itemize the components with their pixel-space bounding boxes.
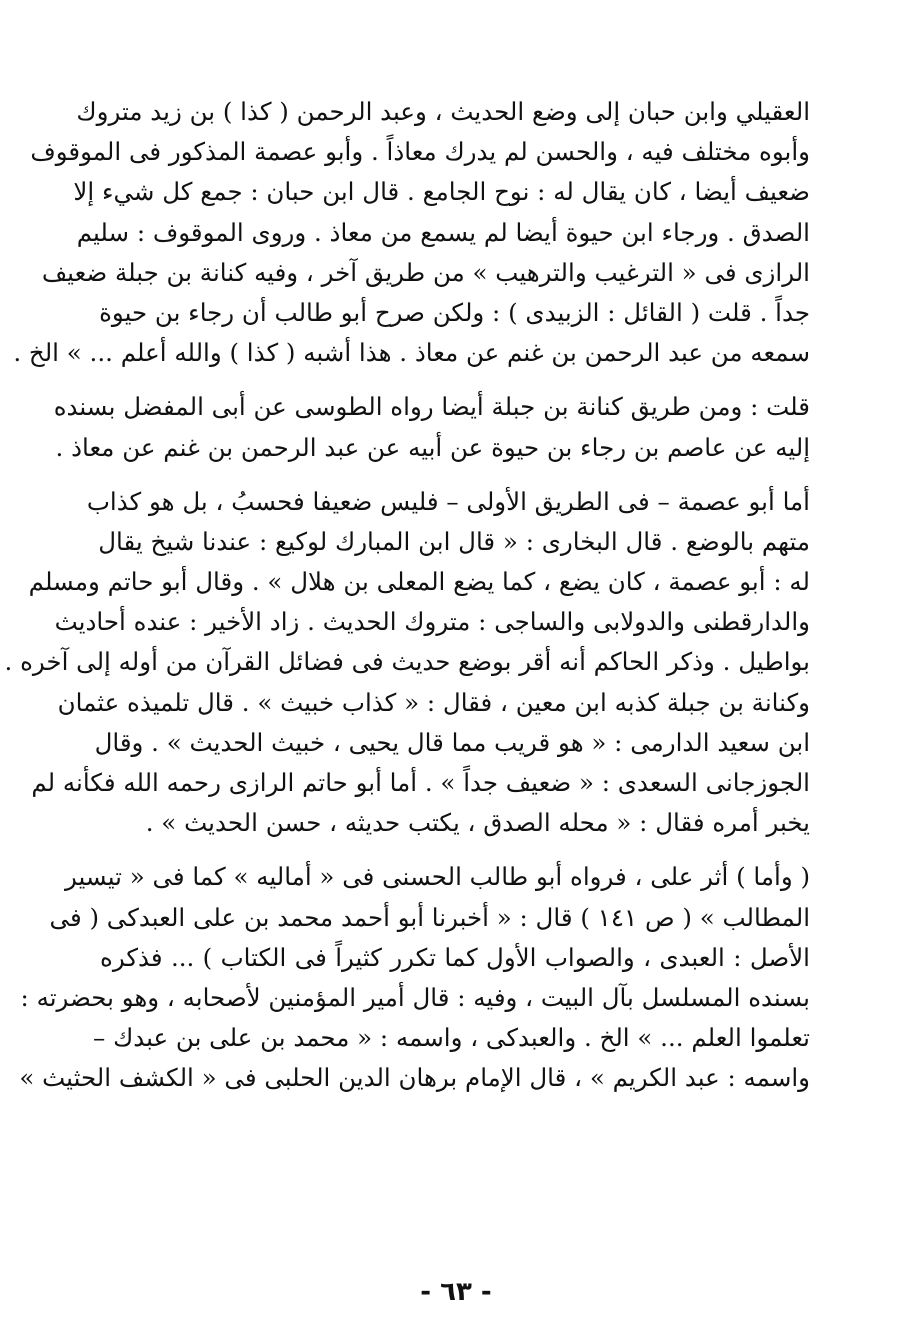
text-line: الأصل : العبدى ، والصواب الأول كما تكرر كثيراً فى الكتاب ) ... فذكره	[100, 942, 810, 972]
text-line: ( وأما ) أثر على ، فرواه أبو طالب الحسنى فى « أماليه » كما فى « تيسير	[64, 862, 810, 892]
text-line: يخبر أمره فقال : « محله الصدق ، يكتب حديثه ، حسن الحديث » .	[145, 808, 810, 838]
text-line: جداً . قلت ( القائل : الزبيدى ) : ولكن صرح أبو طالب أن رجاء بن حيوة	[99, 297, 810, 327]
paragraph-3	[4, 482, 810, 844]
text-line: والدارقطنى والدولابى والساجى : متروك الحديث . زاد الأخير : عنده أحاديث	[54, 607, 810, 637]
paragraph-2	[53, 387, 810, 467]
text-line: إليه عن عاصم بن رجاء بن حيوة عن أبيه عن عبد الرحمن بن غنم عن معاذ .	[55, 432, 810, 462]
text-line: تعلموا العلم ... » الخ . والعبدكى ، واسمه : « محمد بن على بن عبدك –	[93, 1023, 810, 1053]
text-line: متهم بالوضع . قال البخارى : « قال ابن المبارك لوكيع : عندنا شيخ يقال	[98, 526, 810, 556]
text-line: وأبوه مختلف فيه ، والحسن لم يدرك معاذاً . وأبو عصمة المذكور فى الموقوف	[30, 137, 810, 167]
text-line: ضعيف أيضا ، كان يقال له : نوح الجامع . قال ابن حبان : جمع كل شيء إلا	[73, 177, 810, 207]
text-line: المطالب » ( ص ١٤١ ) قال : « أخبرنا أبو أحمد محمد بن على العبدكى ( فى	[49, 902, 810, 932]
paragraph-4	[19, 857, 810, 1098]
text-line: بسنده المسلسل بآل البيت ، وفيه : قال أمير المؤمنين لأصحابه ، وهو بحضرته :	[20, 982, 810, 1012]
document-body	[4, 92, 810, 1099]
text-line: له : أبو عصمة ، كان يضع ، كما يضع المعلى بن هلال » . وقال أبو حاتم ومسلم	[28, 567, 810, 597]
text-line: الرازى فى « الترغيب والترهيب » من طريق آخر ، وفيه كنانة بن جبلة ضعيف	[41, 257, 810, 287]
text-line: ابن سعيد الدارمى : « هو قريب مما قال يحيى ، خبيث الحديث » . وقال	[94, 727, 810, 757]
paragraph-1	[13, 92, 810, 373]
text-line: واسمه : عبد الكريم » ، قال الإمام برهان الدين الحلبى فى « الكشف الحثيث »	[19, 1063, 810, 1093]
text-line: الصدق . ورجاء ابن حيوة أيضا لم يسمع من معاذ . وروى الموقوف : سليم	[76, 217, 810, 247]
text-line: سمعه من عبد الرحمن بن غنم عن معاذ . هذا أشبه ( كذا ) والله أعلم ... » الخ .	[13, 338, 810, 368]
text-line: العقيلي وابن حبان إلى وضع الحديث ، وعبد الرحمن ( كذا ) بن زيد متروك	[76, 97, 810, 126]
text-line: بواطيل . وذكر الحاكم أنه أقر بوضع حديث فى فضائل القرآن من أوله إلى آخره .	[4, 647, 810, 677]
text-line: الجوزجانى السعدى : « ضعيف جداً » . أما أبو حاتم الرازى رحمه الله فكأنه لم	[31, 768, 810, 797]
text-line: أما أبو عصمة – فى الطريق الأولى – فليس ضعيفا فحسبُ ، بل هو كذاب	[86, 486, 810, 516]
text-line: قلت : ومن طريق كنانة بن جبلة أيضا رواه الطوسى عن أبى المفضل بسنده	[53, 392, 810, 422]
text-line: وكنانة بن جبلة كذبه ابن معين ، فقال : « كذاب خبيث » . قال تلميذه عثمان	[57, 687, 810, 717]
page-number: - ٦٣ -	[420, 1277, 492, 1307]
